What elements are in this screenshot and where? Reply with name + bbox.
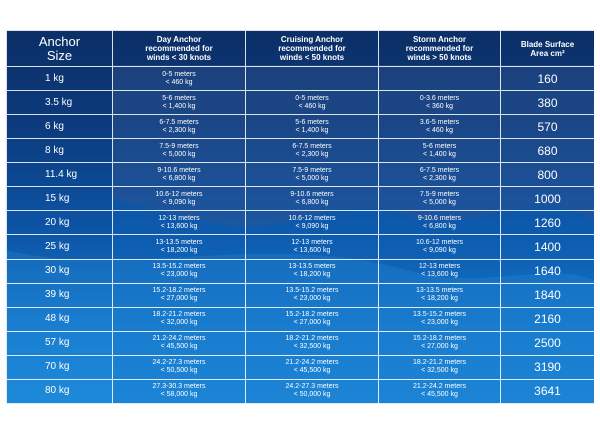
cell-line: < 27,000 kg [160,295,198,303]
cell-line: 12-13 meters [291,238,333,246]
cell-line: < 13,600 kg [293,246,331,254]
cell-line: 21.2-24.2 meters [413,383,466,391]
cell-line: 24.2-27.3 meters [285,383,339,391]
cell-line: 10.6-12 meters [415,238,464,246]
cell-cruising-anchor [246,283,379,307]
cell-storm-anchor [379,67,501,91]
cell-line: 3.6-5 meters [419,118,460,126]
header-line: Blade Surface [520,39,575,49]
cell-day-anchor [113,115,246,139]
cell-line: < 45,500 kg [421,391,458,399]
cell-anchor-size [7,307,113,331]
cell-anchor-size [7,355,113,379]
cell-blade-area [501,259,595,283]
cell-anchor-size [7,187,113,211]
cell-line: 13-13.5 meters [288,263,336,271]
cell-cruising-anchor [246,139,379,163]
cell-blade-area [501,235,595,259]
cell-blade-area [501,307,595,331]
cell-line: < 45,500 kg [293,367,331,375]
cell-line: < 6,800 kg [423,222,456,230]
cell-storm-anchor [379,379,501,403]
cell-storm-anchor [379,91,501,115]
cell-line: < 32,500 kg [421,367,458,375]
cell-day-anchor [113,211,246,235]
table-row [7,355,595,379]
cell-storm-anchor [379,115,501,139]
header-line: Cruising Anchor [280,35,344,44]
cell-line: 570 [537,119,558,134]
cell-line: 13.5-15.2 meters [285,287,339,295]
cell-day-anchor [113,379,246,403]
cell-line: < 27,000 kg [421,343,458,351]
header-line: recommended for [145,44,213,53]
cell-anchor-size [7,331,113,355]
cell-line: < 23,000 kg [293,295,331,303]
cell-day-anchor [113,67,246,91]
cell-line: 3641 [534,384,561,399]
cell-line: < 18,200 kg [421,295,458,303]
header-line: winds < 50 knots [279,53,345,62]
cell-line: 1000 [534,191,561,206]
table-row [7,331,595,355]
cell-line: < 23,000 kg [421,319,458,327]
cell-line: 2160 [534,312,561,327]
cell-line: < 13,600 kg [160,222,198,230]
cell-line: 6 kg [45,120,64,132]
cell-line: 25 kg [45,240,70,252]
header-cruising-anchor [246,31,379,67]
cell-line: < 27,000 kg [293,319,331,327]
cell-day-anchor [113,283,246,307]
cell-line: < 23,000 kg [160,271,198,279]
table-row [7,91,595,115]
cell-line: < 460 kg [425,126,454,134]
cell-line: 80 kg [45,385,70,397]
cell-anchor-size [7,91,113,115]
cell-cruising-anchor [246,187,379,211]
cell-line: 1 kg [45,72,64,84]
cell-blade-area [501,187,595,211]
cell-line: < 6,800 kg [162,174,196,182]
table-row [7,211,595,235]
header-line: Day Anchor [156,35,202,44]
table-row [7,115,595,139]
cell-cruising-anchor [246,307,379,331]
cell-day-anchor [113,235,246,259]
cell-storm-anchor [379,307,501,331]
cell-line: < 32,000 kg [160,319,198,327]
cell-cruising-anchor [246,67,379,91]
cell-line: 0-5 meters [162,70,196,78]
cell-line: 20 kg [45,216,70,228]
cell-storm-anchor [379,235,501,259]
cell-day-anchor [113,163,246,187]
cell-line: 6-7.5 meters [159,118,199,126]
header-line: Storm Anchor [412,35,467,44]
cell-line: < 2,300 kg [295,150,329,158]
anchor-table-panel [6,30,594,404]
cell-storm-anchor [379,355,501,379]
cell-storm-anchor [379,283,501,307]
cell-line: 6-7.5 meters [292,142,332,150]
cell-blade-area [501,91,595,115]
anchor-sizing-table [6,30,594,404]
cell-cruising-anchor [246,163,379,187]
table-row [7,187,595,211]
cell-line: 15.2-18.2 meters [152,287,206,295]
cell-storm-anchor [379,139,501,163]
cell-anchor-size [7,235,113,259]
header-line: recommended for [405,44,474,53]
cell-line: < 45,500 kg [160,343,198,351]
cell-line: 18.2-21.2 meters [152,311,206,319]
cell-blade-area [501,163,595,187]
cell-cruising-anchor [246,235,379,259]
header-line: winds > 50 knots [407,53,472,62]
cell-line: 1400 [534,239,561,254]
header-line: winds < 30 knots [146,53,212,62]
cell-line: 15.2-18.2 meters [285,311,339,319]
cell-blade-area [501,379,595,403]
cell-line: 9-10.6 meters [290,190,334,198]
cell-line: 21.2-24.2 meters [285,359,339,367]
header-line: recommended for [278,44,346,53]
cell-line: < 2,300 kg [162,126,196,134]
cell-line: 3190 [534,360,561,375]
table-row [7,163,595,187]
cell-blade-area [501,67,595,91]
cell-line: 680 [537,143,558,158]
cell-blade-area [501,115,595,139]
cell-line: 8 kg [45,144,64,156]
table-row [7,307,595,331]
cell-line: 13-13.5 meters [155,238,203,246]
header-row [7,31,595,67]
cell-line: < 9,090 kg [295,222,329,230]
cell-line: 0-3.6 meters [419,94,460,102]
header-day-anchor [113,31,246,67]
cell-day-anchor [113,187,246,211]
table-row [7,379,595,403]
cell-line: < 1,400 kg [423,150,456,158]
header-blade-area [501,31,595,67]
cell-line: < 6,800 kg [295,198,329,206]
header-line: Anchor [38,33,81,49]
cell-line: < 1,400 kg [295,126,329,134]
cell-line: < 460 kg [165,78,193,86]
cell-line: 7.5-9 meters [419,190,460,198]
cell-line: < 32,500 kg [293,343,331,351]
cell-anchor-size [7,115,113,139]
cell-line: 18.2-21.2 meters [413,359,466,367]
cell-line: < 360 kg [425,102,454,110]
cell-line: 24.2-27.3 meters [152,359,206,367]
cell-line: 57 kg [45,337,70,349]
cell-line: 15.2-18.2 meters [413,335,466,343]
cell-line: < 18,200 kg [293,271,331,279]
cell-line: 10.6-12 meters [155,190,203,198]
cell-storm-anchor [379,211,501,235]
cell-blade-area [501,139,595,163]
cell-line: 9-10.6 meters [417,214,462,222]
cell-cruising-anchor [246,355,379,379]
table-row [7,235,595,259]
cell-line: 48 kg [45,313,70,325]
cell-line: 13.5-15.2 meters [152,263,206,271]
cell-line: 70 kg [45,361,70,373]
cell-cruising-anchor [246,331,379,355]
cell-storm-anchor [379,331,501,355]
cell-line: 39 kg [45,289,70,301]
cell-line: 6-7.5 meters [419,166,460,174]
cell-blade-area [501,283,595,307]
cell-line: 3.5 kg [45,96,73,108]
cell-storm-anchor [379,259,501,283]
cell-line: < 1,400 kg [162,102,196,110]
cell-line: 0-5 meters [295,94,329,102]
cell-line: 21.2-24.2 meters [152,335,206,343]
table-row [7,67,595,91]
cell-cruising-anchor [246,115,379,139]
cell-line: 9-10.6 meters [157,166,201,174]
cell-anchor-size [7,283,113,307]
cell-line: 12-13 meters [158,214,200,222]
cell-line: 5-6 meters [162,94,196,102]
cell-line: 160 [537,71,558,86]
table-row [7,283,595,307]
cell-line: 1260 [534,215,561,230]
cell-cruising-anchor [246,211,379,235]
cell-line: 11.4 kg [45,168,78,180]
cell-line: < 5,000 kg [423,198,456,206]
cell-line: < 13,600 kg [421,271,458,279]
cell-day-anchor [113,259,246,283]
cell-cruising-anchor [246,379,379,403]
cell-line: < 2,300 kg [423,174,456,182]
cell-line: 380 [537,95,558,110]
cell-line: < 9,090 kg [162,198,196,206]
cell-line: 800 [537,167,558,182]
cell-line: 27.3-30.3 meters [152,383,206,391]
cell-line: 13-13.5 meters [415,287,464,295]
cell-blade-area [501,331,595,355]
cell-line: < 5,000 kg [295,174,329,182]
cell-line: < 50,000 kg [293,391,331,399]
cell-line: < 5,000 kg [162,150,196,158]
cell-line: 12-13 meters [418,263,461,271]
cell-line: < 9,090 kg [423,246,456,254]
cell-line: 10.6-12 meters [288,214,336,222]
table-row [7,259,595,283]
cell-day-anchor [113,91,246,115]
header-line: Size [46,47,73,63]
header-line: Area cm² [530,48,565,58]
cell-line: < 460 kg [298,102,326,110]
cell-day-anchor [113,307,246,331]
header-anchor-size [7,31,113,67]
cell-line: 1840 [534,288,561,303]
cell-line: 1640 [534,264,561,279]
cell-blade-area [501,355,595,379]
table-row [7,139,595,163]
cell-day-anchor [113,355,246,379]
cell-day-anchor [113,139,246,163]
cell-day-anchor [113,331,246,355]
cell-anchor-size [7,259,113,283]
cell-anchor-size [7,163,113,187]
cell-line: 18.2-21.2 meters [285,335,339,343]
cell-line: 2500 [534,336,561,351]
cell-line: < 18,200 kg [160,246,198,254]
cell-anchor-size [7,67,113,91]
cell-line: 5-6 meters [295,118,329,126]
header-storm-anchor [379,31,501,67]
cell-cruising-anchor [246,91,379,115]
cell-line: 15 kg [45,192,70,204]
cell-line: 7.5-9 meters [159,142,199,150]
cell-anchor-size [7,139,113,163]
cell-anchor-size [7,211,113,235]
cell-cruising-anchor [246,259,379,283]
cell-line: 13.5-15.2 meters [413,311,466,319]
cell-storm-anchor [379,163,501,187]
cell-anchor-size [7,379,113,403]
cell-line: 7.5-9 meters [292,166,332,174]
cell-storm-anchor [379,187,501,211]
cell-line: < 50,500 kg [160,367,198,375]
cell-line: 5-6 meters [422,142,457,150]
cell-line: < 58,000 kg [160,391,198,399]
cell-blade-area [501,211,595,235]
cell-line: 30 kg [45,265,70,277]
